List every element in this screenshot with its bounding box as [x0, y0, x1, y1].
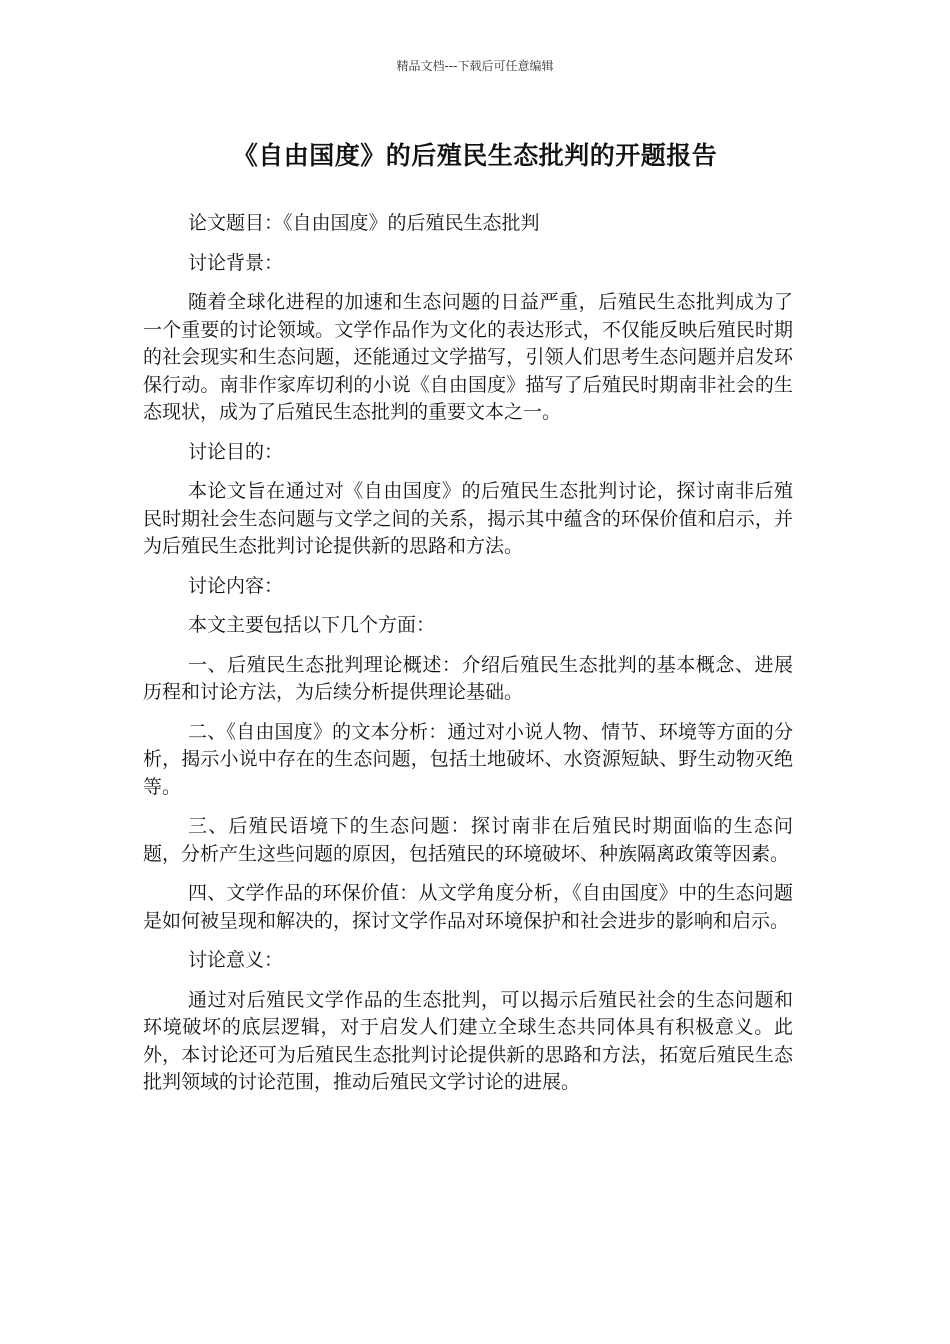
header-note: 精品文档---下载后可任意编辑	[396, 59, 554, 73]
paragraph-content-item-2: 二、《自由国度》的文本分析：通过对小说人物、情节、环境等方面的分析，揭示小说中存在的生态问题，包括土地破坏、水资源短缺、野生动物灭绝等。	[143, 720, 793, 798]
heading-background: 讨论背景：	[188, 251, 284, 274]
heading-content: 讨论内容：	[188, 574, 284, 597]
heading-significance: 讨论意义：	[188, 949, 284, 971]
paragraph-thesis-topic: 论文题目：《自由国度》的后殖民生态批判	[188, 212, 540, 234]
paragraph-content-item-4: 四、文学作品的环保价值：从文学角度分析，《自由国度》中的生态问题是如何被呈现和解决的，探讨文学作品对环境保护和社会进步的影响和启示。	[143, 882, 793, 932]
paragraph-content-item-1: 一、后殖民生态批判理论概述：介绍后殖民生态批判的基本概念、进展历程和讨论方法，为后续分析提供理论基础。	[143, 653, 793, 703]
paragraph-content-intro: 本文主要包括以下几个方面：	[188, 614, 436, 636]
paragraph-background: 随着全球化进程的加速和生态问题的日益严重，后殖民生态批判成为了一个重要的讨论领域。文学作品作为文化的表达形式，不仅能反映后殖民时期的社会现实和生态问题，还能通过文学描写，引领人们思考生态问题并启发环保行动。南非作家库切利的小说《自由国度》描写了后殖民时期南非社会的生态现状，成为了后殖民生态批判的重要文本之一。	[143, 291, 793, 423]
paragraph-significance: 通过对后殖民文学作品的生态批判，可以揭示后殖民社会的生态问题和环境破坏的底层逻辑，对于启发人们建立全球生态共同体具有积极意义。此外，本讨论还可为后殖民生态批判讨论提供新的思路和方法，拓宽后殖民生态批判领域的讨论范围，推动后殖民文学讨论的进展。	[143, 988, 793, 1093]
document-title: 《自由国度》的后殖民生态批判的开题报告	[232, 141, 718, 170]
heading-purpose: 讨论目的：	[188, 440, 284, 463]
paragraph-content-item-3: 三、后殖民语境下的生态问题：探讨南非在后殖民时期面临的生态问题，分析产生这些问题的原因，包括殖民的环境破坏、种族隔离政策等因素。	[143, 815, 793, 865]
paragraph-purpose: 本论文旨在通过对《自由国度》的后殖民生态批判讨论，探讨南非后殖民时期社会生态问题与文学之间的关系，揭示其中蕴含的环保价值和启示，并为后殖民生态批判讨论提供新的思路和方法。	[143, 480, 793, 557]
document-body	[143, 210, 793, 1109]
